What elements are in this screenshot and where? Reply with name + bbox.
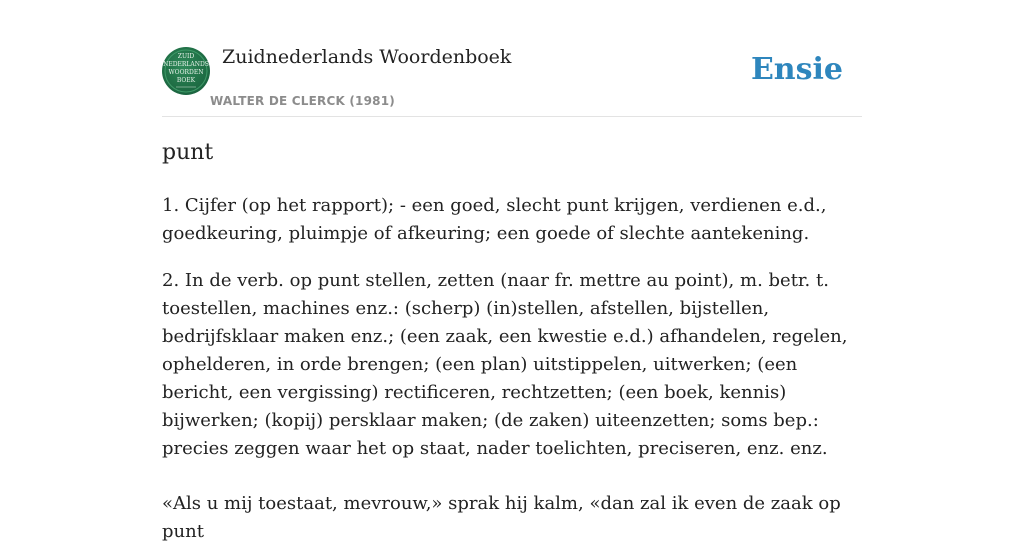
- source-header: [162, 0, 862, 117]
- entry-headword: punt: [162, 140, 214, 165]
- book-cover-image[interactable]: [162, 47, 210, 95]
- definition-1: 1. Cijfer (op het rapport); - een goed, slecht punt krijgen, verdienen e.d., goedkeuring, pluimpje of afkeuring; een goede of slechte aantekening.: [162, 195, 827, 244]
- book-cover-art: [162, 47, 210, 95]
- cover-line-4: BOEK: [176, 77, 196, 84]
- cover-line-3: WOORDEN: [168, 69, 204, 76]
- book-title[interactable]: Zuidnederlands Woordenboek: [222, 46, 512, 68]
- content-column: [162, 0, 862, 542]
- example-quote: «Als u mij toestaat, mevrouw,» sprak hij kalm, «dan zal ik even de zaak op punt: [162, 493, 841, 542]
- ensie-logo-link[interactable]: Ensie: [750, 52, 843, 87]
- book-author: WALTER DE CLERCK (1981): [210, 94, 395, 108]
- cover-line-2: NEDERLANDS: [163, 61, 209, 68]
- definition-2: 2. In de verb. op punt stellen, zetten (naar fr. mettre au point), m. betr. t. toestellen, machines enz.: (scherp) (in)stellen, afstellen, bijstellen, bedrijfsklaar maken enz.; (een zaak, een kwestie e.d.) afhandelen, regelen, ophelderen, in orde brengen; (een plan) uitstippelen, uitwerken; (een bericht, een vergissing) rectificeren, rechtzetten; (een boek, kennis) bijwerken; (kopij) persklaar maken; (de zaken) uiteenzetten; soms bep.: precies zeggen waar het op staat, nader toelichten, preciseren, enz. enz.: [162, 270, 848, 459]
- cover-line-1: ZUID: [177, 53, 195, 60]
